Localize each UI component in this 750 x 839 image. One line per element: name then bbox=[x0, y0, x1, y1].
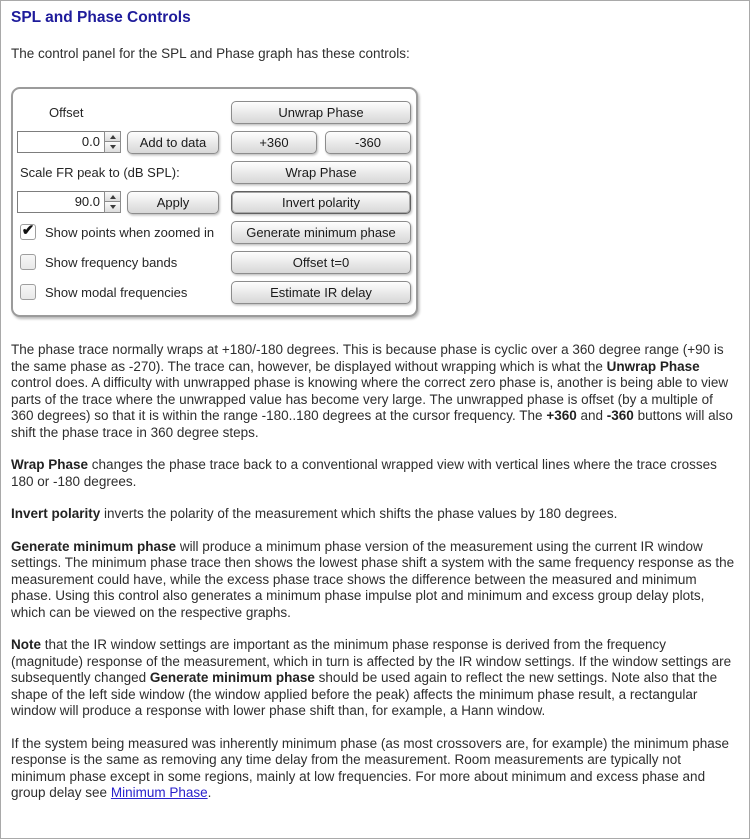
invert-polarity-button[interactable]: Invert polarity bbox=[231, 191, 411, 214]
paragraph-wrap-phase bbox=[11, 457, 739, 490]
offset-spinner bbox=[17, 131, 121, 153]
offset-spinner-down-button[interactable] bbox=[104, 142, 121, 153]
text-run: that the IR window settings are important as the minimum phase response is derived from the frequency (magnitude) response of the measurement, which in turn is affected by the IR window settings. If the window settings are subsequently changed bbox=[11, 637, 732, 685]
paragraph-ir-window-note bbox=[11, 637, 739, 720]
text-run: If the system being measured was inherently minimum phase (as most crossovers are, for example) the minimum phase response is the same as removing any time delay from the measurement. Room measurements are typically not minimum phase except in some regions, mainly at low frequencies. For more about minimum and excess phase and group delay see bbox=[11, 735, 730, 800]
wrap-phase-button[interactable]: Wrap Phase bbox=[231, 161, 411, 184]
checkbox-show-frequency-bands[interactable] bbox=[20, 254, 36, 270]
bold-text: Generate minimum phase bbox=[149, 670, 315, 685]
scale-spinner bbox=[17, 191, 121, 213]
text-run: buttons will also shift the phase trace in 360 degree steps. bbox=[11, 408, 733, 440]
text-run: The phase trace normally wraps at +180/-180 degrees. This is because phase is cyclic over a 360 degree range (+90 is the same phase as -270). The trace can, however, be displayed without wrapping which is what the bbox=[11, 342, 724, 374]
checkbox-show-modal-frequencies[interactable] bbox=[20, 284, 36, 300]
intro-text: The control panel for the SPL and Phase graph has these controls: bbox=[11, 46, 410, 61]
checkbox-show-points-when-zoomed-in[interactable] bbox=[20, 224, 36, 240]
generate-minimum-phase-button[interactable]: Generate minimum phase bbox=[231, 221, 411, 244]
text-run: control does. A difficulty with unwrapped phase is knowing where the correct zero phase is, another is being able to view parts of the trace where the unwrapped value has become very large. The unwrapped phase is offset (by a multiple of 360 degrees) so that it is within the range -180..180 degrees at the cursor frequency. The bbox=[11, 375, 729, 423]
minimum-phase-link[interactable]: Minimum Phase bbox=[110, 785, 208, 800]
bold-text: Generate minimum phase bbox=[11, 538, 177, 554]
text-run: will produce a minimum phase version of the measurement using the current IR window settings. The minimum phase trace then shows the lowest phase shift a system with the same frequency response as the measurement could have, while the excess phase trace shows the difference between the measured and minimum phase. Using this control also generates a minimum phase impulse plot and minimum and excess group delay plots, which can be viewed on the respective graphs. bbox=[11, 538, 735, 620]
bold-text: Note bbox=[11, 637, 41, 652]
scale-spinner-down-button[interactable] bbox=[104, 202, 121, 213]
bold-text: Wrap Phase bbox=[11, 457, 89, 472]
bold-text: Invert polarity bbox=[11, 506, 101, 521]
text-run: . bbox=[207, 785, 212, 800]
panel-right-column bbox=[231, 97, 411, 307]
unwrap-phase-button[interactable]: Unwrap Phase bbox=[231, 101, 411, 124]
spl-phase-control-panel bbox=[11, 87, 418, 317]
bold-text: Unwrap Phase bbox=[606, 358, 700, 374]
estimate-ir-delay-button[interactable]: Estimate IR delay bbox=[231, 281, 411, 304]
checkbox-label-show-modal-frequencies: Show modal frequencies bbox=[45, 284, 188, 300]
apply-button[interactable]: Apply bbox=[127, 191, 219, 214]
text-run: and bbox=[576, 408, 607, 423]
scale-value-field[interactable]: 90.0 bbox=[17, 191, 104, 213]
arrow-down-icon bbox=[110, 205, 116, 209]
scale-spinner-buttons bbox=[104, 191, 121, 213]
offset-value-field[interactable]: 0.0 bbox=[17, 131, 104, 153]
minus-360-button[interactable]: -360 bbox=[325, 131, 411, 154]
bold-text: +360 bbox=[546, 408, 577, 423]
text-run: should be used again to reflect the new settings. Note also that the shape of the left side window (the window applied before the peak) affects the minimum phase result, a rectangular window will produce a response with lower phase shift than, for example, a Hann window. bbox=[11, 670, 718, 718]
text-run: inverts the polarity of the measurement which shifts the phase values by 180 degrees. bbox=[100, 506, 618, 521]
paragraph-invert-polarity bbox=[11, 506, 739, 523]
checkbox-label-show-points: Show points when zoomed in bbox=[45, 224, 215, 240]
text-run: changes the phase trace back to a conventional wrapped view with vertical lines where the trace crosses 180 or -180 degrees. bbox=[11, 457, 717, 489]
offset-spinner-up-button[interactable] bbox=[104, 131, 121, 142]
paragraph-unwrap-phase bbox=[11, 342, 739, 441]
plus-360-button[interactable]: +360 bbox=[231, 131, 317, 154]
offset-label: Offset bbox=[49, 104, 84, 120]
scale-spinner-up-button[interactable] bbox=[104, 191, 121, 202]
bold-text: -360 bbox=[606, 408, 634, 423]
offset-t0-button[interactable]: Offset t=0 bbox=[231, 251, 411, 274]
page-title: SPL and Phase Controls bbox=[11, 9, 191, 26]
scale-fr-peak-label: Scale FR peak to (dB SPL): bbox=[20, 164, 180, 180]
arrow-up-icon bbox=[110, 135, 116, 139]
checkbox-label-show-frequency-bands: Show frequency bands bbox=[45, 254, 178, 270]
offset-spinner-buttons bbox=[104, 131, 121, 153]
paragraph-minimum-phase-link bbox=[11, 736, 739, 802]
arrow-up-icon bbox=[110, 195, 116, 199]
arrow-down-icon bbox=[110, 145, 116, 149]
panel-left-column bbox=[17, 97, 221, 307]
paragraph-generate-minimum-phase bbox=[11, 539, 739, 622]
add-to-data-button[interactable]: Add to data bbox=[127, 131, 219, 154]
